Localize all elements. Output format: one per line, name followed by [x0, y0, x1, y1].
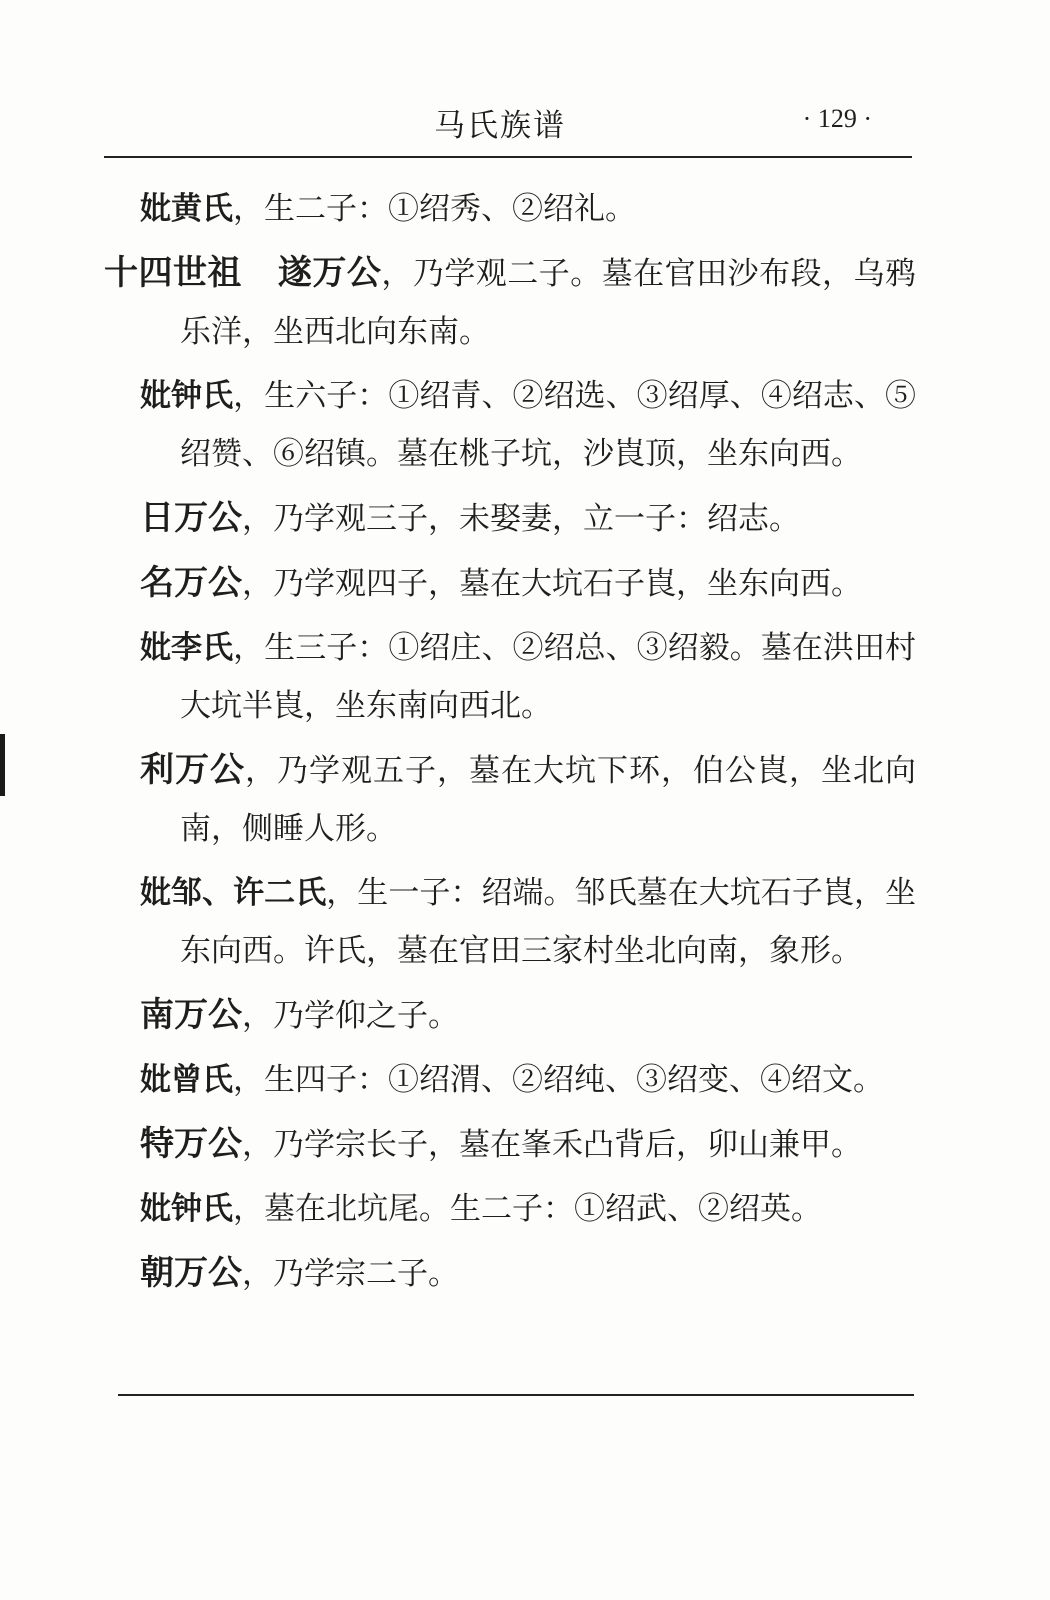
- entry-text: ，生六子：①绍青、②绍选、③绍厚、④绍志、⑤绍赞、⑥绍镇。墓在桃子坑，沙崀顶，坐东向西。: [180, 378, 916, 472]
- entry-name: 妣钟氏: [140, 378, 234, 414]
- entry-name: 妣黄氏: [140, 191, 233, 227]
- entry-nanwan: [104, 986, 916, 1045]
- entry-name: 朝万公: [140, 1253, 242, 1293]
- entry-mingwan: [104, 554, 916, 613]
- entry-riwan: [104, 489, 916, 548]
- scan-edge-mark: [0, 734, 5, 796]
- entry-name: 日万公: [140, 498, 242, 538]
- entry-text: ，乃学宗二子。: [242, 1256, 459, 1292]
- entry-spouse-zhong-2: [104, 1180, 916, 1238]
- entry-spouse-li: [104, 619, 916, 735]
- entry-spouse-huang: [104, 180, 916, 238]
- entry-name: 特万公: [140, 1124, 242, 1164]
- entry-name: 妣李氏: [140, 630, 234, 666]
- entry-text: ，生三子：①绍庄、②绍总、③绍毅。墓在洪田村大坑半崀，坐东南向西北。: [180, 630, 916, 724]
- entry-text: ，生四子：①绍渭、②绍纯、③绍变、④绍文。: [233, 1062, 884, 1098]
- header-rule: [104, 156, 912, 158]
- generation-label: 十四世祖: [104, 253, 242, 293]
- entry-name: 南万公: [140, 995, 242, 1035]
- entry-text: ，乃学观四子，墓在大坑石子崀，坐东向西。: [242, 566, 862, 602]
- genealogy-body: [104, 180, 916, 1303]
- entry-text: ，乃学仰之子。: [242, 998, 459, 1034]
- running-title: 马氏族谱: [434, 108, 566, 144]
- entry-name: 利万公: [140, 750, 245, 790]
- entry-spouse-zhong: [104, 367, 916, 483]
- page-number: · 129 ·: [802, 104, 872, 133]
- entry-name: 名万公: [140, 563, 242, 603]
- entry-generation-14: [104, 244, 916, 361]
- entry-chaowan: [104, 1244, 916, 1303]
- footer-rule: [118, 1394, 914, 1396]
- entry-text: ，生一子：绍端。邹氏墓在大坑石子崀，坐东向西。许氏，墓在官田三家村坐北向南，象形。: [180, 875, 916, 969]
- entry-text: ，乃学宗长子，墓在峯禾凸背后，卯山兼甲。: [242, 1127, 862, 1163]
- entry-name: 妣曾氏: [140, 1062, 233, 1098]
- entry-name: 妣邹、许二氏: [140, 875, 327, 911]
- entry-text: ，乃学观五子，墓在大坑下环，伯公崀，坐北向南，侧睡人形。: [180, 753, 916, 847]
- entry-name: 妣钟氏: [140, 1191, 233, 1227]
- entry-spouse-zou-xu: [104, 864, 916, 980]
- entry-name: 遂万公: [277, 253, 382, 293]
- entry-text: ，生二子：①绍秀、②绍礼。: [233, 191, 636, 227]
- entry-text: ，乃学观三子，未娶妻，立一子：绍志。: [242, 501, 800, 537]
- entry-text: ，墓在北坑尾。生二子：①绍武、②绍英。: [233, 1191, 822, 1227]
- entry-spouse-zeng: [104, 1051, 916, 1109]
- entry-tewan: [104, 1115, 916, 1174]
- running-header: [104, 100, 912, 152]
- entry-liwan: [104, 741, 916, 858]
- entry-text: ，乃学观二子。墓在官田沙布段，乌鸦乐洋，坐西北向东南。: [180, 256, 917, 350]
